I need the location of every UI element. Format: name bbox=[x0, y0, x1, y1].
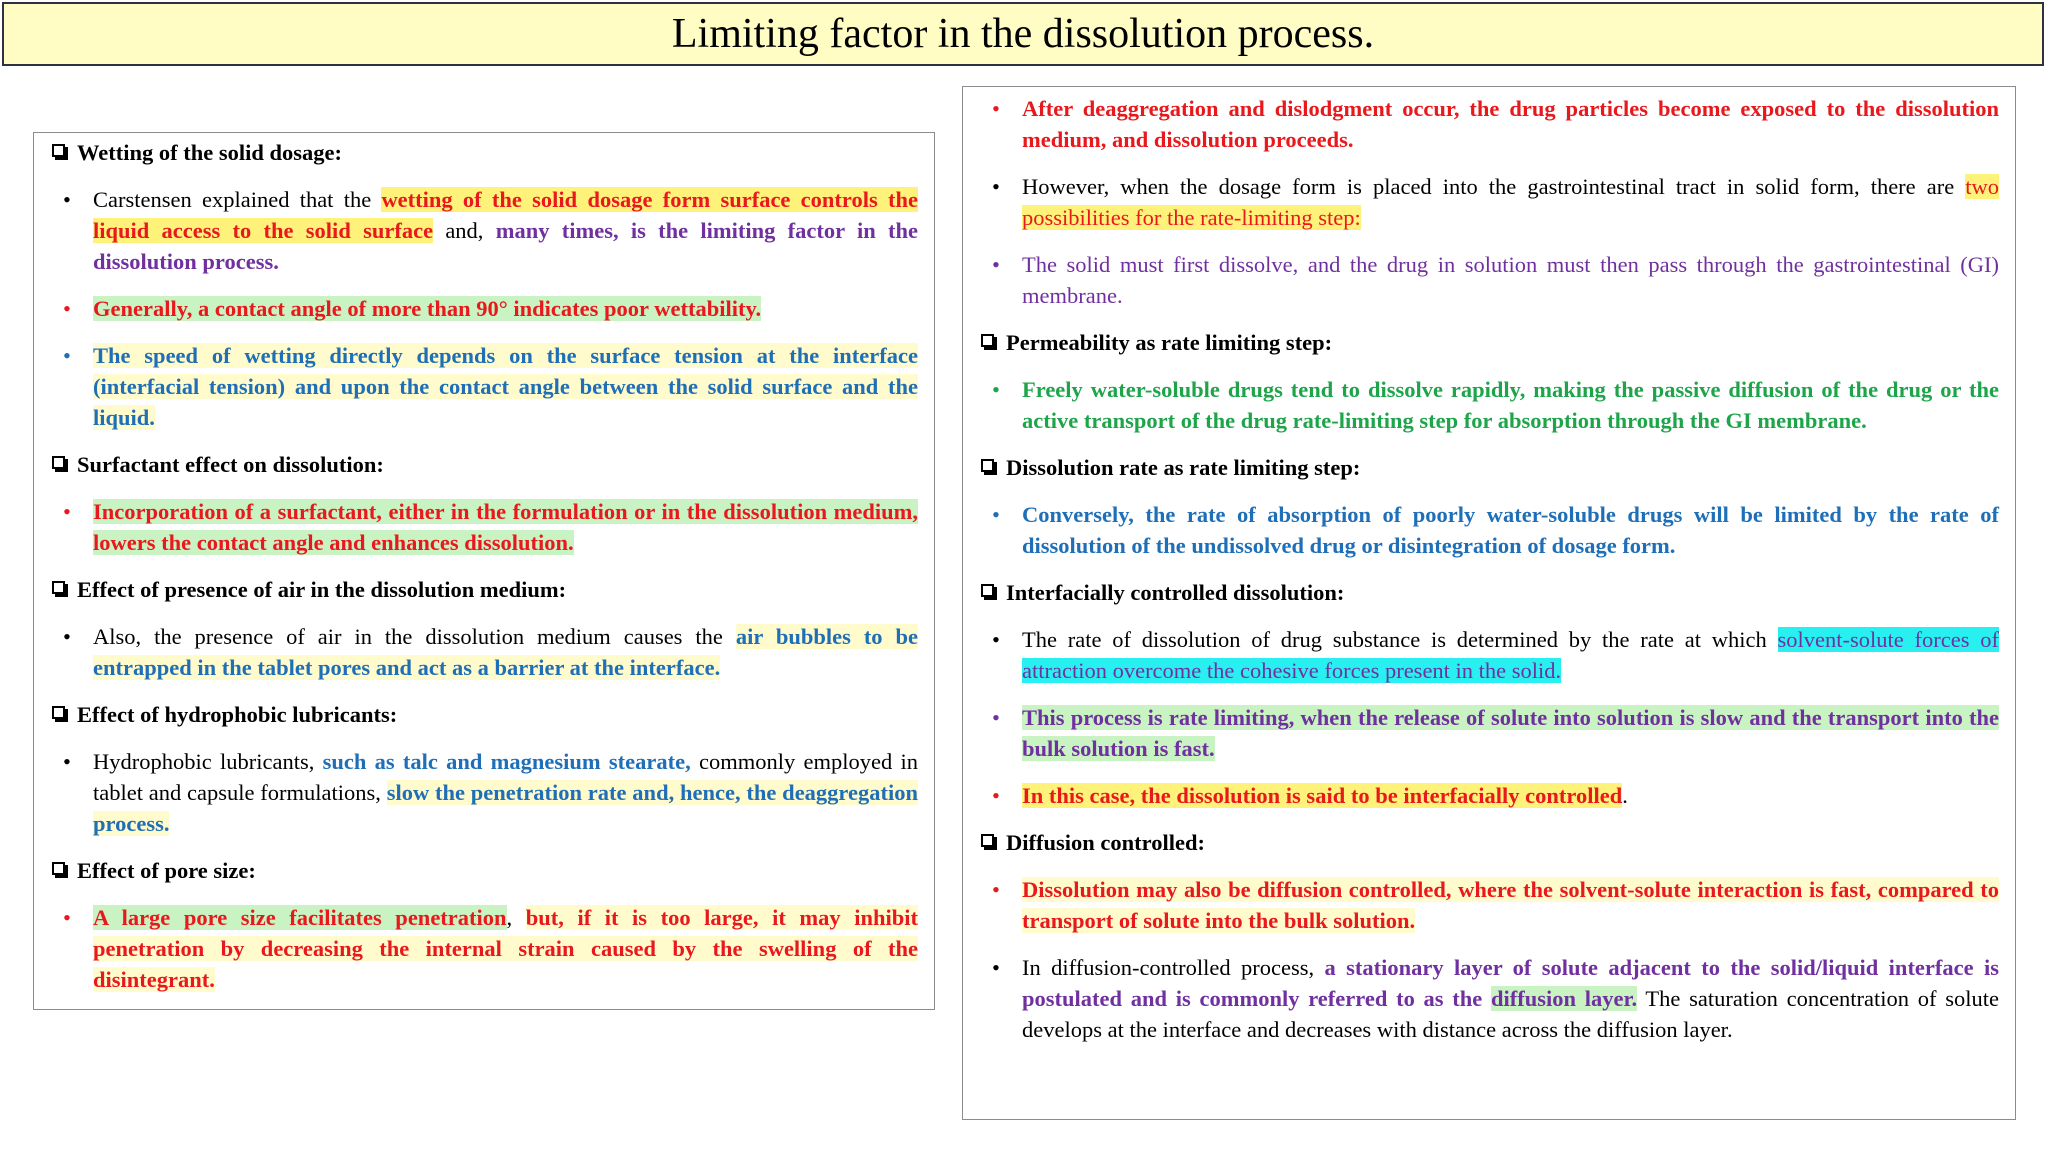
bullet-diffusion-layer: • In diffusion-controlled process, a stationary layer of solute adjacent to the solid/liquid interface is postulated and is commonly referred to as the diffusion layer. The saturation concentration of solute develops at the interface and decreases with distance across the diffusion layer. bbox=[979, 952, 1999, 1045]
heading-air: Effect of presence of air in the dissolution medium: bbox=[50, 574, 918, 605]
bullet-dot-icon: • bbox=[63, 749, 71, 774]
bullet-dot-icon: • bbox=[992, 955, 1000, 980]
bullet-dot-icon: • bbox=[992, 783, 1000, 808]
checkbox-square-icon bbox=[52, 862, 65, 875]
checkbox-square-icon bbox=[981, 459, 994, 472]
bullet-poorly-soluble: • Conversely, the rate of absorption of poorly water-soluble drugs will be limited by the rate of dissolution of the undissolved drug or disintegration of dosage form. bbox=[979, 499, 1999, 561]
bullet-dot-icon: • bbox=[63, 187, 71, 212]
bullet-freely-soluble: • Freely water-soluble drugs tend to dissolve rapidly, making the passive diffusion of the drug or the active transport of the drug rate-limiting step for absorption through the GI membrane. bbox=[979, 374, 1999, 436]
bullet-solvent-solute: • The rate of dissolution of drug substance is determined by the rate at which solvent-solute forces of attraction overcome the cohesive forces present in the solid. bbox=[979, 624, 1999, 686]
bullet-dot-icon: • bbox=[992, 174, 1000, 199]
heading-diffusion: Diffusion controlled: bbox=[979, 827, 1999, 858]
bullet-air-bubbles: • Also, the presence of air in the dissolution medium causes the air bubbles to be entrapped in the tablet pores and act as a barrier at the interface. bbox=[50, 621, 918, 683]
checkbox-square-icon bbox=[981, 334, 994, 347]
heading-wetting: Wetting of the solid dosage: bbox=[50, 137, 918, 168]
bullet-dot-icon: • bbox=[992, 502, 1000, 527]
bullet-dot-icon: • bbox=[992, 96, 1000, 121]
bullet-diffusion-controlled: • Dissolution may also be diffusion controlled, where the solvent-solute interaction is fast, compared to transport of solute into the bulk solution. bbox=[979, 874, 1999, 936]
checkbox-square-icon bbox=[52, 706, 65, 719]
bullet-dot-icon: • bbox=[63, 296, 71, 321]
checkbox-square-icon bbox=[52, 144, 65, 157]
heading-pore-size: Effect of pore size: bbox=[50, 855, 918, 886]
bullet-dot-icon: • bbox=[63, 624, 71, 649]
left-text-panel bbox=[33, 132, 935, 1010]
bullet-dot-icon: • bbox=[992, 627, 1000, 652]
bullet-dot-icon: • bbox=[63, 905, 71, 930]
heading-surfactant: Surfactant effect on dissolution: bbox=[50, 449, 918, 480]
checkbox-square-icon bbox=[981, 834, 994, 847]
bullet-pore-size: • A large pore size facilitates penetration, but, if it is too large, it may inhibit penetration by decreasing the internal strain caused by the swelling of the disintegrant. bbox=[50, 902, 918, 995]
bullet-wetting-carstensen: • Carstensen explained that the wetting of the solid dosage form surface controls the liquid access to the solid surface and, many times, is the limiting factor in the dissolution process. bbox=[50, 184, 918, 277]
bullet-lubricants: • Hydrophobic lubricants, such as talc and magnesium stearate, commonly employed in tablet and capsule formulations, slow the penetration rate and, hence, the deaggregation process. bbox=[50, 746, 918, 839]
bullet-dot-icon: • bbox=[63, 343, 71, 368]
bullet-interfacially-controlled: • In this case, the dissolution is said to be interfacially controlled. bbox=[979, 780, 1999, 811]
bullet-deaggregation: • After deaggregation and dislodgment occur, the drug particles become exposed to the dissolution medium, and dissolution proceeds. bbox=[979, 93, 1999, 155]
bullet-rate-limiting: • This process is rate limiting, when the release of solute into solution is slow and the transport into the bulk solution is fast. bbox=[979, 702, 1999, 764]
slide-title: Limiting factor in the dissolution process. bbox=[2, 2, 2044, 66]
right-text-panel bbox=[962, 86, 2016, 1120]
bullet-dot-icon: • bbox=[992, 877, 1000, 902]
bullet-contact-angle: • Generally, a contact angle of more than 90° indicates poor wettability. bbox=[50, 293, 918, 324]
bullet-dot-icon: • bbox=[992, 377, 1000, 402]
checkbox-square-icon bbox=[52, 456, 65, 469]
bullet-solid-dissolve: • The solid must first dissolve, and the drug in solution must then pass through the gastrointestinal (GI) membrane. bbox=[979, 249, 1999, 311]
bullet-wetting-speed: • The speed of wetting directly depends on the surface tension at the interface (interfacial tension) and upon the contact angle between the solid surface and the liquid. bbox=[50, 340, 918, 433]
heading-dissolution-rate: Dissolution rate as rate limiting step: bbox=[979, 452, 1999, 483]
heading-interfacial: Interfacially controlled dissolution: bbox=[979, 577, 1999, 608]
checkbox-square-icon bbox=[981, 584, 994, 597]
bullet-dot-icon: • bbox=[992, 705, 1000, 730]
checkbox-square-icon bbox=[52, 581, 65, 594]
bullet-dot-icon: • bbox=[992, 252, 1000, 277]
heading-permeability: Permeability as rate limiting step: bbox=[979, 327, 1999, 358]
bullet-dot-icon: • bbox=[63, 499, 71, 524]
heading-lubricants: Effect of hydrophobic lubricants: bbox=[50, 699, 918, 730]
bullet-two-possibilities: • However, when the dosage form is placed into the gastrointestinal tract in solid form, there are two possibilities for the rate-limiting step: bbox=[979, 171, 1999, 233]
bullet-surfactant: • Incorporation of a surfactant, either in the formulation or in the dissolution medium, lowers the contact angle and enhances dissolution. bbox=[50, 496, 918, 558]
